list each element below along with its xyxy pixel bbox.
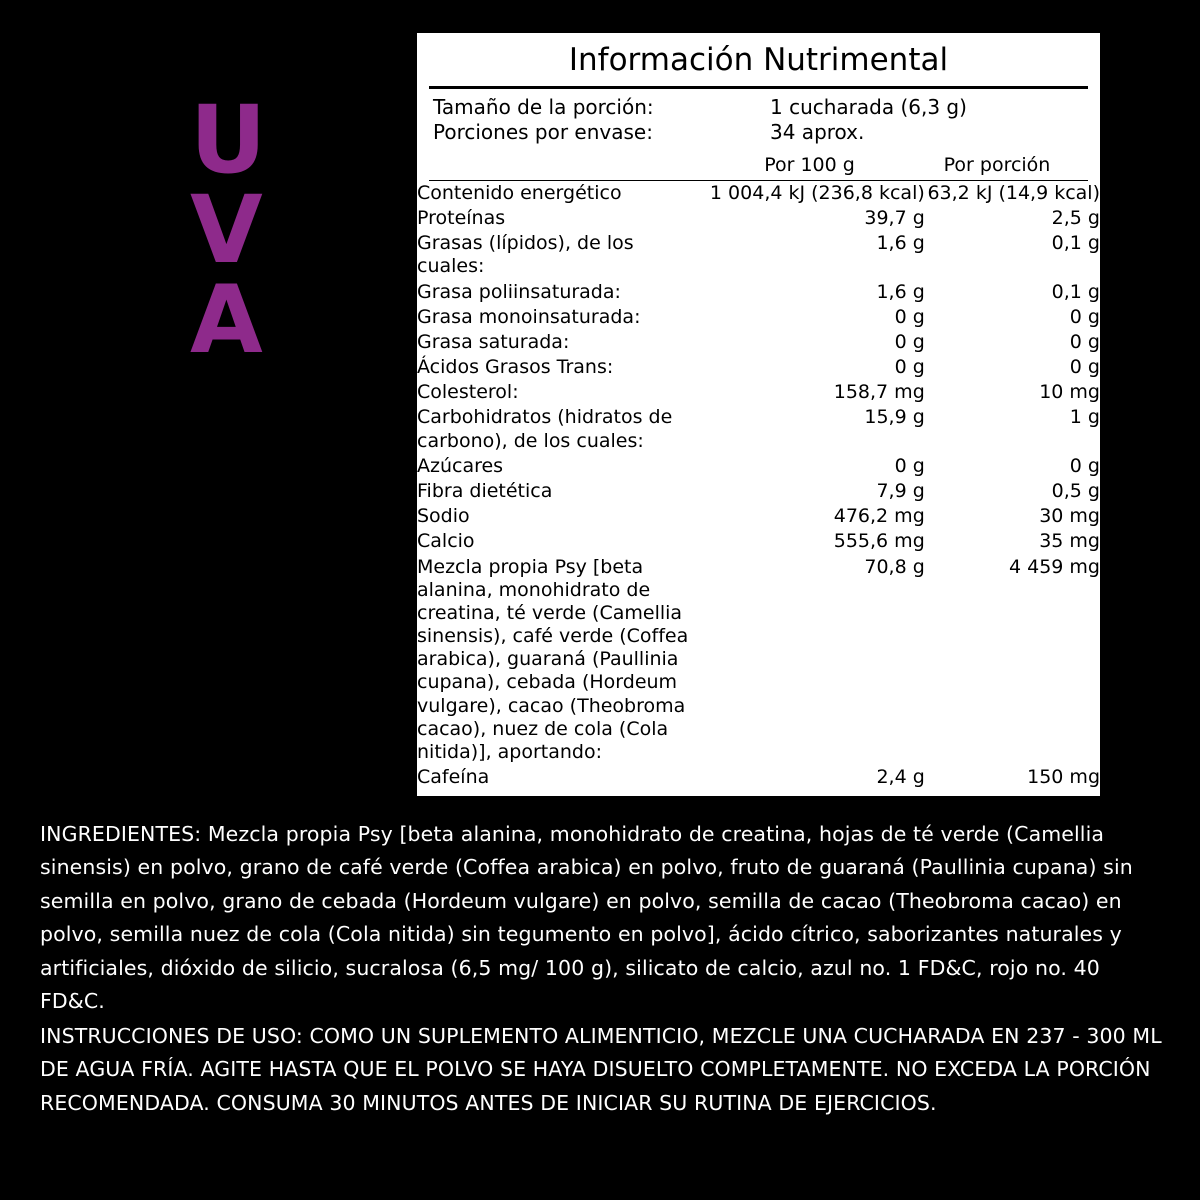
flavor-letter-1: U [190, 86, 269, 195]
row-label: Colesterol: [417, 381, 519, 404]
servings-label: Porciones por envase: [433, 120, 653, 145]
nutrition-facts-panel [417, 33, 1100, 796]
row-per-100g: 555,6 mg [833, 530, 925, 553]
ingredients-block [40, 818, 1165, 1018]
panel-title: Información Nutrimental [568, 42, 949, 78]
table-row [417, 380, 1100, 405]
flavor-name [190, 86, 310, 376]
row-label: Calcio [417, 530, 475, 553]
table-row [417, 355, 1100, 380]
row-per-100g: 476,2 mg [833, 505, 925, 528]
row-per-serving: 2,5 g [1051, 207, 1100, 230]
ingredients-heading: INGREDIENTES: [40, 822, 202, 846]
row-label: Grasa saturada: [417, 330, 570, 353]
table-row [417, 529, 1100, 554]
row-label: Cafeína [417, 766, 490, 789]
flavor-letter-3: A [190, 266, 265, 376]
table-row [417, 454, 1100, 479]
row-per-100g: 39,7 g [864, 207, 925, 230]
row-per-serving: 0,1 g [1051, 232, 1100, 255]
row-per-100g: 158,7 mg [833, 381, 925, 404]
row-per-serving: 0 g [1069, 330, 1100, 353]
table-row [417, 231, 1100, 279]
row-per-serving: 0,5 g [1051, 480, 1100, 502]
row-per-serving: 0,1 g [1051, 280, 1100, 303]
column-headers [417, 148, 1100, 180]
serving-size-label: Tamaño de la porción: [433, 94, 654, 119]
table-row [417, 405, 1100, 453]
servings-value: 34 aprox. [770, 120, 865, 145]
row-per-serving: 35 mg [1039, 530, 1100, 553]
servings-per-container-row [417, 120, 1100, 146]
table-row [417, 305, 1100, 330]
nutrition-table-body [417, 181, 1100, 790]
row-per-100g: 0 g [894, 330, 925, 353]
row-per-serving: 30 mg [1039, 505, 1100, 528]
row-label: Azúcares [417, 454, 504, 477]
row-per-100g: 2,4 g [876, 766, 925, 789]
row-label: Grasa poliinsaturada: [417, 280, 621, 303]
table-row [417, 765, 1100, 790]
row-label: Contenido energético [417, 181, 622, 204]
row-per-serving: 0 g [1069, 454, 1100, 477]
row-per-serving: 4 459 mg [1008, 555, 1100, 578]
row-per-serving: 10 mg [1039, 381, 1100, 404]
instructions-block [40, 1020, 1165, 1120]
serving-size-value: 1 cucharada (6,3 g) [770, 94, 967, 119]
table-row [417, 280, 1100, 305]
table-row [417, 504, 1100, 529]
nutrition-table [417, 181, 1100, 790]
row-per-serving: 150 mg [1027, 766, 1100, 789]
row-label: Grasa monoinsaturada: [417, 305, 641, 328]
table-row [417, 479, 1100, 504]
row-per-serving: 1 g [1069, 406, 1100, 429]
instructions-heading: INSTRUCCIONES DE USO: [40, 1024, 303, 1048]
row-per-100g: 7,9 g [876, 480, 925, 502]
instructions-text: COMO UN SUPLEMENTO ALIMENTICIO, MEZCLE UNA CUCHARADA EN 237 - 300 ML DE AGUA FRÍA. AGITE HASTA QUE EL POLVO SE HAYA DISUELTO COMPLETAMENTE. NO EXCEDA LA PORCIÓN RECOMENDADA. CONSUMA 30 MINUTOS ANTES DE INICIAR SU RUTINA DE EJERCICIOS. [40, 1024, 1162, 1115]
column-header-spacer [417, 154, 702, 176]
row-label: Proteínas [417, 207, 506, 230]
table-row [417, 206, 1100, 231]
row-per-100g: 0 g [894, 305, 925, 328]
row-per-100g: 0 g [894, 454, 925, 477]
table-row [417, 330, 1100, 355]
table-row [417, 181, 1100, 206]
flavor-letter-2: V [190, 176, 265, 286]
row-per-serving: 0 g [1069, 305, 1100, 328]
column-header-per-serving: Por porción [943, 153, 1051, 176]
row-per-serving: 63,2 kJ (14,9 kcal) [927, 181, 1100, 204]
row-per-100g: 1,6 g [876, 280, 925, 303]
row-per-100g: 70,8 g [864, 555, 925, 578]
row-label: Carbohidratos (hidratos de carbono), de los cuales: [417, 406, 673, 452]
table-row [417, 555, 1100, 766]
column-header-per-100g: Por 100 g [764, 153, 855, 176]
serving-info [417, 89, 1100, 148]
row-per-serving: 0 g [1069, 356, 1100, 379]
row-per-100g: 1 004,4 kJ (236,8 kcal) [709, 181, 925, 204]
row-label: Grasas (lípidos), de los cuales: [417, 232, 634, 278]
row-label: Mezcla propia Psy [beta alanina, monohidrato de creatina, té verde (Camellia sinensis), café verde (Coffea arabica), guaraná (Paullinia cupana), cebada (Hordeum vulgare), cacao (Theobroma cacao), nuez de cola (Cola nitida)], aportando: [417, 555, 689, 763]
row-per-100g: 0 g [894, 356, 925, 379]
row-label: Fibra dietética [417, 480, 553, 502]
serving-size-row [417, 95, 1100, 121]
row-per-100g: 15,9 g [864, 406, 925, 429]
row-per-100g: 1,6 g [876, 232, 925, 255]
ingredients-text: Mezcla propia Psy [beta alanina, monohidrato de creatina, hojas de té verde (Camellia sinensis) en polvo, grano de café verde (Coffea arabica) en polvo, fruto de guaraná (Paullinia cupana) sin semilla en polvo, grano de cebada (Hordeum vulgare) en polvo, semilla de cacao (Theobroma cacao) en polvo, semilla nuez de cola (Cola nitida) sin tegumento en polvo], ácido cítrico, saborizantes naturales y artificiales, dióxido de silicio, sucralosa (6,5 mg/ 100 g), silicato de calcio, azul no. 1 FD&C, rojo no. 40 FD&C. [40, 822, 1133, 1014]
row-label: Sodio [417, 505, 470, 528]
row-label: Ácidos Grasos Trans: [417, 356, 614, 379]
